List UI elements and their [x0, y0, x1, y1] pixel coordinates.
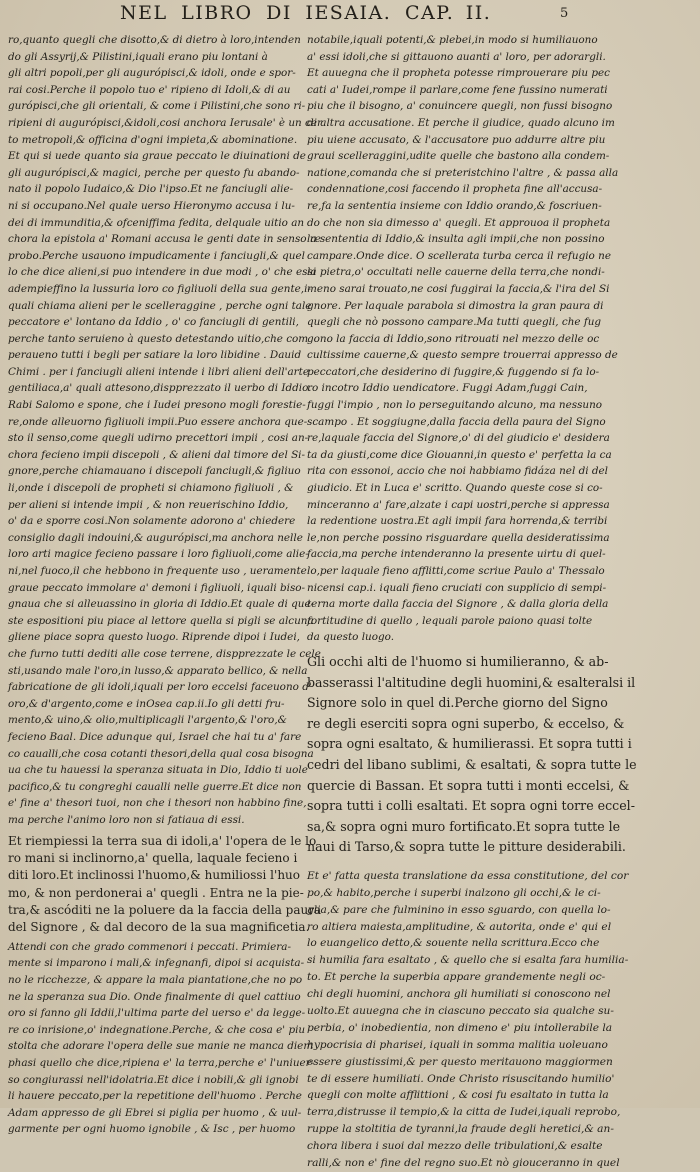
text-line: consiglio dagli indouini,& augurópisci,ma anchora nelle: [8, 531, 303, 544]
text-line: chi degli huomini, anchora gli humiliati si conoscono nel: [307, 988, 611, 1001]
running-head: [0, 2, 700, 32]
text-line: chora fecieno impii discepoli , & alieni dal timore del Si-: [8, 448, 306, 461]
text-line: cedri del libano sublimi, & esaltati, & sopra tutte le: [307, 756, 637, 772]
text-line: gnaua che si alleuassino in gloria di Iddio.Et quale di que-: [8, 598, 315, 611]
text-line: re degli eserciti sopra ogni superbo, & eccelso, &: [307, 715, 625, 731]
text-line: gurópisci,che gli orientali, & come i Pilistini,che sono ri-: [8, 100, 306, 113]
text-line: ro altiera maiesta,amplitudine, & autorita, onde e' qui el: [307, 920, 612, 933]
text-line: da questo luogo.: [307, 631, 395, 644]
text-line: graue peccato immolare a' demoni i figliuoli, iquali biso-: [8, 581, 306, 594]
text-line: uolto.Et auuegna che in ciascuno peccato sia qualche su-: [307, 1005, 614, 1018]
chapter-label: CAP. II.: [405, 2, 492, 24]
text-line: hypocrisia di pharisei, iquali in somma malitia uoleuano: [307, 1038, 608, 1051]
text-line: fuggi l'impio , non lo perseguitando alcuno, ma nessuno: [307, 399, 603, 412]
text-line: ua che tu hauessi la speranza situata in Dio, Iddio ti uole: [8, 764, 308, 777]
text-line: fecieno Baal. Dice adunque qui, Israel che hai tu a' fare: [8, 730, 302, 743]
right-commentary-a: [307, 32, 619, 646]
text-line: Adam appresso de gli Ebrei si piglia per huomo , & uul-: [8, 1106, 302, 1119]
text-line: adempieffino la lussuria loro co figliuoli della sua gente,i-: [8, 282, 311, 295]
text-line: perche tanto seruieno à questo detestando uitio,che com: [8, 332, 309, 345]
text-line: basserassi l'altitudine degli huomini,& esalteralsi il: [307, 674, 636, 690]
text-line: la redentione uostra.Et agli impii fara horrenda,& terribi: [307, 515, 608, 528]
text-line: gliene piace sopra questo luogo. Riprende dipoi i Iudei,: [8, 631, 300, 644]
text-line: che furno tutti dediti alle cose terrene, dispprezzate le cele: [8, 647, 321, 660]
text-line: le,non perche possino risguardare quella desideratissima: [307, 531, 610, 544]
text-line: no le ricchezze, & appare la mala piantatione,che no po: [8, 974, 303, 987]
text-line: piu che il bisogno, a' conuincere quegli, non fussi bisogno: [307, 100, 613, 113]
text-line: faccia,ma perche intenderanno la presente uirtu di quel-: [307, 548, 606, 561]
text-line: Rabi Salomo e spone, che i Iudei presono mogli forestie-: [8, 399, 306, 412]
text-line: chora libera i suoi dal mezzo delle tribulationi,& esalte: [307, 1140, 603, 1153]
text-line: quegli con molte afflittioni , & cosi fu esaltato in tutta la: [307, 1089, 609, 1102]
text-line: giudicio. Et in Luca e' scritto. Quando queste cose si co-: [307, 482, 603, 495]
text-line: tra,& ascóditi ne la poluere da la faccia della paura: [8, 903, 322, 918]
text-line: sti,usando male l'oro,in lusso,& apparato bellico, & nella: [8, 664, 308, 677]
text-line: Signore solo in quel di.Perche giorno del Signo: [307, 695, 608, 711]
text-line: gnore. Per laquale parabola si dimostra la gran paura di: [307, 299, 604, 312]
text-line: ripieni di augurópisci,&idoli,cosi anchora Ierusale' è un cer: [8, 116, 322, 129]
text-line: sopra tutti i colli esaltati. Et sopra ogni torre eccel-: [307, 798, 635, 814]
text-line: peccatore e' lontano da Iddio , o' co fanciugli di gentili,: [8, 316, 299, 329]
text-line: ro incotro Iddio uendicatore. Fuggi Adam,fuggi Cain,: [307, 382, 588, 395]
text-line: mento,& uino,& olio,multiplicagli l'argento,& l'oro,&: [8, 714, 287, 727]
text-line: sa,& sopra ogni muro fortificato.Et sopra tutte le: [307, 818, 621, 834]
text-line: gono la faccia di Iddio,sono ritrouati nel mezzo delle oc: [307, 332, 600, 345]
right-scripture-verse: [307, 652, 637, 858]
text-line: ro mani si inclinorno,a' quella, laquale fecieno i: [8, 850, 298, 865]
text-line: diti loro.Et inclinossi l'huomo,& humiliossi l'huo: [8, 868, 300, 883]
text-line: loro arti magice fecieno passare i loro figliuoli,come alie-: [8, 548, 309, 561]
text-line: mente si imparono i mali,& infegnanfi, dipoi si acquista-: [8, 957, 305, 970]
text-line: del Signore , & dal decoro de la sua magnificetia.: [8, 920, 310, 935]
text-line: do gli Assyrij,& Pilistini,iquali erano piu lontani à: [8, 50, 268, 63]
text-line: chora la epistola a' Romani accusa le genti date in senso re: [8, 233, 321, 246]
left-column: [8, 32, 322, 1136]
text-line: gentiliaca,a' quali attesono,dispprezzato il uerbo di Iddio.: [8, 382, 312, 395]
text-line: do che non sia dimesso a' quegli. Et approuoa il propheta: [307, 216, 611, 229]
text-line: so congiurassi nell'idolatria.Et dice i nobili,& gli ignobi: [8, 1073, 299, 1086]
text-line: gli altri popoli,per gli augurópisci,& idoli, onde e spor-: [8, 67, 296, 80]
text-line: rai cosi.Perche il popolo tuo e' ripieno di Idoli,& di au: [8, 83, 291, 96]
text-line: Gli occhi alti de l'huomo si humilieranno, & ab-: [307, 653, 609, 669]
running-head-title: NEL LIBRO DI IESAIA.: [120, 2, 392, 24]
text-line: ne la speranza sua Dio. Onde finalmente di quel cattiuo: [8, 990, 301, 1003]
right-column: [307, 32, 637, 1170]
text-line: perbia, o' inobedientia, non dimeno e' piu intollerabile la: [307, 1021, 613, 1034]
text-line: Et riempiessi la terra sua di idoli,a' l'opera de le lo: [8, 833, 317, 848]
text-line: la sententia di Iddio,& insulta agli impii,che non possino: [307, 233, 605, 246]
text-line: po,& habito,perche i superbi inalzono gli occhi,& le ci-: [307, 886, 601, 899]
left-commentary-b: [8, 939, 315, 1138]
text-line: ruppe la stoltitia de tyranni,la fraude degli heretici,& an-: [307, 1123, 614, 1136]
text-line: garmente per ogni huomo ignobile , & Isc , per huomo: [8, 1123, 296, 1136]
text-line: essere giustissimi,& per questo meritauono maggiormen: [307, 1055, 613, 1068]
text-line: ste espositioni piu piace al lettore quella si pigli se alcuna: [8, 614, 314, 627]
text-line: lo euangelico detto,& souente nella scrittura.Ecco che: [307, 937, 600, 950]
text-line: fortitudine di quello , lequali parole paiono quasi tolte: [307, 614, 593, 627]
text-line: fabricatione de gli idoli,iquali per loro eccelsi faceuono d': [8, 681, 312, 694]
text-line: stolta che adorare l'opera delle sue manie ne manca diem: [8, 1040, 314, 1053]
text-line: peraueno tutti i begli per satiare la loro libidine . Dauid: [8, 349, 302, 362]
text-line: Attendi con che grado commenori i peccati. Primiera-: [8, 940, 291, 953]
text-line: ma perche l'animo loro non si fatiaua di essi.: [8, 813, 245, 826]
text-line: rita con essonoi, accio che noi habbiamo fidáza nel di del: [307, 465, 608, 478]
text-line: scampo . Et soggiugne,dalla faccia della paura del Signo: [307, 415, 606, 428]
text-line: gnore,perche chiamauano i discepoli fanciugli,& figliuo: [8, 465, 301, 478]
text-line: Et auuegna che il propheta potesse rimprouerare piu pec: [307, 67, 610, 80]
text-line: re,laquale faccia del Signore,o' di del giudicio e' desidera: [307, 432, 610, 445]
text-line: notabile,iquali potenti,& plebei,in modo si humiliauono: [307, 34, 598, 46]
text-line: ralli,& non e' fine del regno suo.Et nò giouceranno in quel: [307, 1157, 620, 1170]
text-line: e' fine a' thesori tuoi, non che i thesori non habbino fine,: [8, 797, 307, 810]
text-line: per alieni si intende impii , & non reuerischino Iddio,: [8, 498, 289, 511]
text-line: nicensi cap.i. iquali fieno cruciati con supplicio di sempi-: [307, 581, 607, 594]
text-line: Et e' fatta questa translatione da essa constitutione, del cor: [307, 869, 629, 882]
text-line: la pietra,o' occultati nelle cauerne della terra,che nondi-: [307, 266, 605, 279]
text-line: lo,per laquale fieno afflitti,come scriue Paulo a' Thessalo: [307, 565, 605, 577]
text-line: natione,comanda che si preteristchino l'altre , & passa alla: [307, 166, 619, 179]
text-line: oro,& d'argento,come e inOsea cap.ii.Io gli detti fru-: [8, 697, 285, 710]
text-line: to metropoli,& officina d'ogni impieta,& abominatione.: [8, 133, 298, 146]
text-line: peccatori,che desiderino di fuggire,& fuggendo si fa lo-: [307, 365, 600, 378]
text-line: nato il popolo Iudaico,& Dio l'ipso.Et ne fanciugli alie-: [8, 183, 294, 196]
text-line: ni,nel fuoco,il che hebbono in frequente uso , ueramente: [8, 565, 307, 577]
text-line: dei di immunditia,& ofceniffima fedita, delquale uitio an: [8, 216, 305, 229]
text-line: te di essere humiliati. Onde Christo risuscitando humilio': [307, 1072, 615, 1085]
text-line: Et qui si uede quanto sia graue peccato le diuinationi de: [8, 150, 306, 163]
text-line: re,onde alleuorno figliuoli impii.Puo essere anchora que-: [8, 415, 308, 428]
text-line: si humilia fara esaltato , & quello che si esalta fara humilia-: [307, 954, 629, 967]
text-line: mo, & non perdonerai a' quegli . Entra ne la pie-: [8, 885, 304, 900]
text-line: graui scelleraggini,udite quelle che bastono alla condem-: [307, 150, 610, 163]
text-line: ro,quanto quegli che disotto,& di dietro à loro,intenden: [8, 34, 301, 46]
text-line: sopra ogni esaltato, & humilierassi. Et sopra tutti i: [307, 736, 632, 752]
text-line: terna morte dalla faccia del Signore , & dalla gloria della: [307, 598, 609, 611]
text-line: lo che dice alieni,si puo intendere in due modi , o' che essi: [8, 266, 317, 279]
text-line: o' da e sporre cosi.Non solamente adorono a' chiedere: [8, 515, 296, 528]
text-line: quegli che nò possono campare.Ma tutti quegli, che fug: [307, 316, 602, 329]
text-line: glia,& pare che fulminino in esso sguardo, con quella lo-: [307, 903, 611, 916]
text-line: Chimi . per i fanciugli alieni intende i libri alieni dell'arte: [8, 365, 309, 378]
left-scripture-verse: [8, 833, 322, 937]
text-line: naui di Tarso,& sopra tutte le pitture desiderabili.: [307, 839, 626, 855]
right-commentary-b: [307, 868, 629, 1172]
text-line: ni si occupano.Nel quale uerso Hieronymo accusa i lu-: [8, 199, 295, 212]
text-line: terra,distrusse il tempio,& la citta de Iudei,iquali reprobo,: [307, 1106, 621, 1119]
text-line: pacifico,& tu congreghi caualli nelle guerre.Et dice non: [8, 780, 302, 793]
text-line: gli augurópisci,& magici, perche per questo fu abando-: [8, 166, 300, 179]
text-line: campare.Onde dice. O scellerata turba cerca il refugio ne: [307, 249, 611, 262]
text-line: sto il senso,come quegli udirno precettori impii , cosi an-: [8, 432, 309, 445]
text-line: probo.Perche usauono impudicamente i fanciugli,& quel: [8, 249, 305, 262]
text-line: li,onde i discepoli de propheti si chiamono figliuoli , &: [8, 482, 294, 495]
text-line: a' essi idoli,che si gittauono auanti a' loro, per adorargli.: [307, 50, 606, 63]
text-line: re,fa la sententia insieme con Iddio orando,& foscriuen-: [307, 199, 602, 212]
text-line: cultissime cauerne,& questo sempre trouerrai appresso de: [307, 349, 618, 362]
text-line: phasi quello che dice,ripiena e' la terra,perche e' l'uniuer-: [8, 1057, 315, 1069]
text-line: condennatione,cosi faccendo il propheta fine all'accusa-: [307, 183, 603, 196]
text-line: quali chiama alieni per le scelleraggine , perche ogni tale: [8, 299, 312, 312]
text-line: ta da giusti,come dice Giouanni,in questo e' perfetta la ca: [307, 448, 612, 461]
text-line: oro si fanno gli Iddii,l'ultima parte del uerso e' da legge-: [8, 1007, 306, 1020]
text-line: re co inrisione,o' indegnatione.Perche, & che cosa e' piu: [8, 1023, 306, 1036]
text-line: minceranno a' fare,alzate i capi uostri,perche si appressa: [307, 498, 610, 511]
text-line: meno sarai trouato,ne cosi fuggirai la faccia,& l'ira del Si: [307, 282, 610, 295]
text-line: di altra accusatione. Et perche il giudice, quado alcuno im: [307, 116, 615, 129]
text-line: quercie di Bassan. Et sopra tutti i monti eccelsi, &: [307, 777, 630, 793]
folio-number: 5: [560, 6, 569, 21]
text-line: to. Et perche la superbia appare grandemente negli oc-: [307, 971, 606, 984]
text-line: co caualli,che cosa cotanti thesori,della qual cosa bisogna: [8, 747, 314, 760]
text-line: piu uiene accusato, & l'accusatore puo addurre altre piu: [307, 133, 606, 146]
text-line: cati a' Iudei,rompe il parlare,come fene fussino numerati: [307, 83, 608, 96]
text-line: li hauere peccato,per la repetitione dell'huomo . Perche: [8, 1090, 302, 1103]
left-commentary-a: [8, 32, 322, 829]
